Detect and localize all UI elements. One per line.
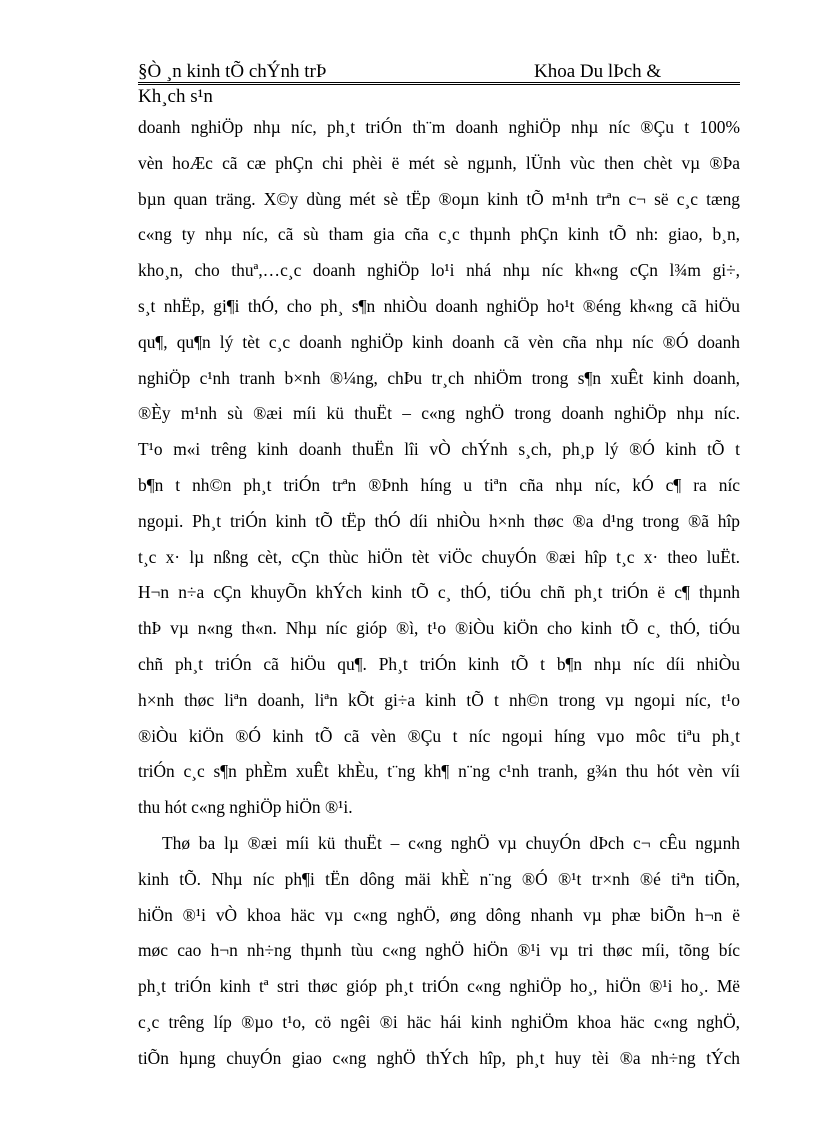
text-line: b¶n t nh©n ph¸t triÓn trªn ®Þnh híng u tiªn cña nhµ níc, kÓ c¶ ra níc [138, 474, 740, 495]
header-course-title: §Ò ¸n kinh tÕ chÝnh trÞ [138, 61, 327, 82]
header-divider [138, 82, 740, 85]
text-line: H¬n n÷a cÇn khuyÕn khÝch kinh tÕ c¸ thÓ, tiÓu chñ ph¸t triÓn ë c¶ thµnh [138, 582, 740, 603]
text-line: chñ ph¸t triÓn cã hiÖu qu¶. Ph¸t triÓn kinh tÕ t b¶n nhµ níc díi nhiÒu [138, 653, 740, 674]
text-line: s¸t nhËp, gi¶i thÓ, cho ph¸ s¶n nhiÒu doanh nghiÖp ho¹t ®éng kh«ng cã hiÖu [138, 295, 740, 316]
text-line: Thø ba lµ ®æi míi kü thuËt – c«ng nghÖ vµ chuyÓn dÞch c¬ cÊu ngµnh [162, 832, 740, 853]
text-line: qu¶, qu¶n lý tèt c¸c doanh nghiÖp kinh doanh cã vèn cña nhµ níc ®Ó doanh [138, 331, 740, 352]
text-line: T¹o m«i trêng kinh doanh thuËn lîi vÒ chÝnh s¸ch, ph¸p lý ®Ó kinh tÕ t [138, 439, 740, 460]
text-line: ®Èy m¹nh sù ®æi míi kü thuËt – c«ng nghÖ trong doanh nghiÖp nhµ níc. [138, 403, 740, 424]
text-line: ngoµi. Ph¸t triÓn kinh tÕ tËp thÓ díi nhiÒu h×nh thøc ®a d¹ng trong ®ã hîp [138, 510, 740, 531]
text-line: thu hót c«ng nghiÖp hiÖn ®¹i. [138, 797, 353, 818]
header-faculty: Khoa Du lÞch & [534, 61, 662, 82]
text-line: c¸c trêng líp ®µo t¹o, cö ngêi ®i häc hái kinh nghiÖm khoa häc c«ng nghÖ, [138, 1011, 740, 1032]
text-line: vèn hoÆc cã cæ phÇn chi phèi ë mét sè ngµnh, lÜnh vùc then chèt vµ ®Þa [138, 152, 740, 173]
text-line: triÓn c¸c s¶n phÈm xuÊt khÈu, t¨ng kh¶ n¨ng c¹nh tranh, g¾n thu hót vèn víi [138, 761, 740, 782]
text-line: tiÕn hµng chuyÓn giao c«ng nghÖ thÝch hîp, ph¸t huy tèi ®a nh÷ng tÝch [138, 1047, 740, 1068]
text-line: kinh tÕ. Nhµ níc ph¶i tËn dông mäi khÈ n¨ng ®Ó ®¹t tr×nh ®é tiªn tiÕn, [138, 868, 740, 889]
text-line: ph¸t triÓn kinh tª stri thøc gióp ph¸t triÓn c«ng nghiÖp ho¸, hiÖn ®¹i ho¸. Më [138, 976, 740, 997]
paragraph-1 [138, 117, 740, 833]
text-line: hiÖn ®¹i vÒ khoa häc vµ c«ng nghÖ, øng dông nhanh vµ phæ biÕn h¬n ë [138, 904, 740, 925]
text-line: t¸c x· lµ nßng cèt, cÇn thùc hiÖn tèt viÖc chuyÓn ®æi hîp t¸c x· theo luËt. [138, 546, 740, 567]
text-line: ®iÒu kiÖn ®Ó kinh tÕ cã vèn ®Çu t níc ngoµi híng vµo môc tiªu ph¸t [138, 725, 740, 746]
text-line: doanh nghiÖp nhµ níc, ph¸t triÓn th¨m doanh nghiÖp nhµ níc ®Çu t 100% [138, 117, 740, 137]
text-line: kho¸n, cho thuª,…c¸c doanh nghiÖp lo¹i nhá nhµ níc kh«ng cÇn l¾m gi÷, [138, 260, 740, 281]
text-line: thÞ vµ n«ng th«n. Nhµ níc gióp ®ì, t¹o ®iÒu kiÖn cho kinh tÕ c¸ thÓ, tiÓu [138, 618, 740, 639]
text-line: møc cao h¬n nh÷ng thµnh tùu c«ng nghÖ hiÖn ®¹i vµ tri thøc míi, tõng bíc [138, 940, 740, 961]
text-line: h×nh thøc liªn doanh, liªn kÕt gi÷a kinh tÕ t nh©n trong vµ ngoµi níc, t¹o [138, 689, 740, 710]
header-faculty-continued: Kh¸ch s¹n [138, 86, 213, 107]
body-text [138, 117, 740, 1084]
paragraph-2 [138, 833, 740, 1084]
text-line: c«ng ty nhµ níc, cã sù tham gia cña c¸c thµnh phÇn kinh tÕ nh: giao, b¸n, [138, 224, 740, 245]
text-line: nghiÖp c¹nh tranh b×nh ®¼ng, chÞu tr¸ch nhiÖm trong s¶n xuÊt kinh doanh, [138, 367, 740, 388]
text-line: bµn quan träng. X©y dùng mét sè tËp ®oµn kinh tÕ m¹nh trªn c¬ së c¸c tæng [138, 188, 740, 209]
